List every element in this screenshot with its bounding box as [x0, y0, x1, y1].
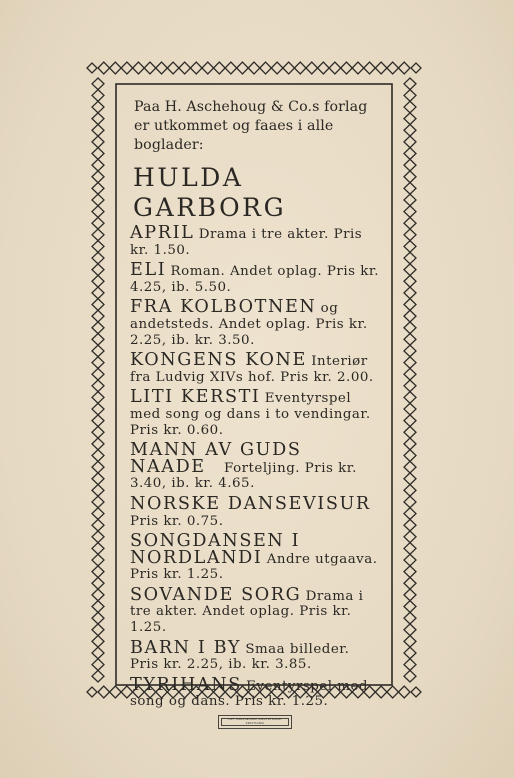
border-diamond-right [404, 508, 416, 520]
border-diamond-right [404, 612, 416, 624]
border-diamond-left [92, 159, 104, 171]
book-description: Andre utgaava. Pris kr. 1.25. [130, 551, 378, 583]
book-description: Roman. Andet oplag. Pris kr. 4.25, ib. 5.50. [130, 264, 380, 295]
border-diamond-left [92, 519, 104, 531]
border-diamond-left [92, 357, 104, 369]
border-diamond-top [318, 62, 330, 74]
border-diamond-top [190, 62, 202, 74]
border-diamond-left [92, 101, 104, 113]
border-diamond-right [404, 159, 416, 171]
border-diamond-left [92, 543, 104, 555]
border-diamond-right [404, 473, 416, 485]
border-diamond-top [398, 62, 410, 74]
border-diamond-right [404, 217, 416, 229]
book-title: LITI KERSTI [130, 387, 261, 408]
book-title: TYRIHANS [130, 674, 242, 695]
border-diamond-right [404, 461, 416, 473]
border-diamond-right [404, 670, 416, 682]
book-title: FRA KOLBOTNEN [130, 297, 317, 318]
border-diamond-top [364, 62, 376, 74]
border-diamond-right [404, 299, 416, 311]
border-diamond-right [404, 101, 416, 113]
border-diamond-left [92, 287, 104, 299]
border-diamond-right [404, 624, 416, 636]
book-entry-mann-av-guds-naade [130, 440, 380, 492]
border-diamond-left [92, 415, 104, 427]
book-title: APRIL [130, 223, 195, 243]
book-description: Pris kr. 0.75. [130, 513, 224, 529]
book-title: BARN I BY [130, 637, 242, 658]
advertisement-text [130, 98, 380, 715]
border-diamond-right [404, 426, 416, 438]
border-diamond-left [92, 566, 104, 578]
book-entry-norske-dansevisur [130, 493, 380, 529]
border-diamond-left [92, 345, 104, 357]
border-diamond-left [92, 124, 104, 136]
book-title: SOVANDE SORG [130, 584, 302, 605]
border-diamond-right [404, 113, 416, 125]
border-diamond-top [121, 62, 133, 74]
book-description: Eventyrspel med song og dans. Pris kr. 1.25. [130, 678, 368, 710]
book-entry-kongens-kone [130, 350, 380, 385]
corner-ornament [411, 63, 421, 73]
book-description: Drama i tre akter. Pris kr. 1.50. [130, 227, 363, 258]
border-diamond-top [156, 62, 168, 74]
border-diamond-top [179, 62, 191, 74]
border-diamond-left [92, 636, 104, 648]
book-entry-songdansen-i-nordlandi [130, 531, 380, 583]
border-diamond-right [404, 171, 416, 183]
book-entry-liti-kersti [130, 387, 380, 438]
border-diamond-top [110, 62, 122, 74]
border-diamond-top [260, 62, 272, 74]
book-description: Interiør fra Ludvig XIVs hof. Pris kr. 2.00. [130, 354, 374, 385]
border-diamond-left [92, 264, 104, 276]
book-entry-tyrihans [130, 674, 380, 710]
border-diamond-right [404, 275, 416, 287]
book-description: Drama i tre akter. Andet oplag. Pris kr. 1.25. [130, 588, 364, 636]
border-diamond-right [404, 438, 416, 450]
border-diamond-top [167, 62, 179, 74]
border-diamond-left [92, 647, 104, 659]
border-diamond-left [92, 670, 104, 682]
border-diamond-right [404, 554, 416, 566]
border-diamond-left [92, 171, 104, 183]
border-diamond-right [404, 136, 416, 148]
corner-ornament [87, 687, 97, 697]
border-diamond-left [92, 206, 104, 218]
border-diamond-left [92, 368, 104, 380]
border-diamond-top [225, 62, 237, 74]
border-diamond-left [92, 403, 104, 415]
border-diamond-bottom [98, 686, 110, 698]
border-diamond-top [387, 62, 399, 74]
border-diamond-right [404, 659, 416, 671]
border-diamond-left [92, 241, 104, 253]
book-description: Eventyrspel med song og dans i to vendingar. Pris kr. 0.60. [130, 391, 371, 438]
border-diamond-left [92, 485, 104, 497]
printer-stamp [218, 715, 292, 729]
border-diamond-top [202, 62, 214, 74]
border-diamond-right [404, 589, 416, 601]
border-diamond-left [92, 496, 104, 508]
border-diamond-bottom [398, 686, 410, 698]
border-diamond-left [92, 136, 104, 148]
border-diamond-right [404, 601, 416, 613]
border-diamond-left [92, 473, 104, 485]
book-title: MANN AV GUDS NAADE [130, 440, 302, 477]
border-diamond-bottom [387, 686, 399, 698]
border-diamond-top [214, 62, 226, 74]
border-diamond-right [404, 124, 416, 136]
border-diamond-right [404, 334, 416, 346]
border-diamond-left [92, 194, 104, 206]
border-diamond-left [92, 554, 104, 566]
book-description: og andetsteds. Andet oplag. Pris kr. 2.25, ib. kr. 3.50. [130, 301, 368, 348]
book-description: Forteljing. Pris kr. 3.40, ib. kr. 4.65. [130, 460, 357, 492]
border-diamond-right [404, 264, 416, 276]
border-diamond-right [404, 403, 416, 415]
border-diamond-left [92, 577, 104, 589]
printer-stamp-text: DET MALLINGSKE BOGTRYKKERI KRISTIANIA [228, 717, 282, 725]
border-diamond-left [92, 78, 104, 90]
border-diamond-right [404, 647, 416, 659]
border-diamond-right [404, 566, 416, 578]
border-diamond-right [404, 485, 416, 497]
border-diamond-left [92, 148, 104, 160]
border-diamond-top [306, 62, 318, 74]
border-diamond-right [404, 519, 416, 531]
border-diamond-right [404, 310, 416, 322]
border-diamond-left [92, 450, 104, 462]
border-diamond-left [92, 217, 104, 229]
border-diamond-right [404, 287, 416, 299]
border-diamond-right [404, 90, 416, 102]
book-title: NORSKE DANSEVISUR [130, 493, 371, 514]
border-diamond-right [404, 368, 416, 380]
book-entry-barn-i-by [130, 637, 380, 673]
border-diamond-top [294, 62, 306, 74]
border-diamond-left [92, 380, 104, 392]
border-diamond-left [92, 508, 104, 520]
border-diamond-left [92, 275, 104, 287]
book-title: KONGENS KONE [130, 350, 307, 371]
book-title: ELI [130, 260, 167, 281]
border-diamond-right [404, 415, 416, 427]
border-diamond-right [404, 380, 416, 392]
border-diamond-left [92, 183, 104, 195]
publisher-intro: Paa H. Aschehoug & Co.s forlag er utkommet og faaes i alle boglader: [134, 99, 368, 153]
border-diamond-left [92, 90, 104, 102]
border-diamond-right [404, 357, 416, 369]
border-diamond-top [271, 62, 283, 74]
border-diamond-right [404, 183, 416, 195]
border-diamond-left [92, 438, 104, 450]
border-diamond-left [92, 589, 104, 601]
author-name: HULDA GARBORG [133, 163, 287, 222]
border-diamond-right [404, 194, 416, 206]
border-diamond-top [329, 62, 341, 74]
border-diamond-right [404, 496, 416, 508]
border-diamond-right [404, 531, 416, 543]
border-diamond-left [92, 252, 104, 264]
border-diamond-left [92, 299, 104, 311]
book-entry-april [130, 223, 380, 258]
border-diamond-bottom [110, 686, 122, 698]
corner-ornament [87, 63, 97, 73]
book-entry-sovande-sorg [130, 584, 380, 636]
border-diamond-right [404, 252, 416, 264]
border-diamond-top [283, 62, 295, 74]
book-description: Smaa billeder. Pris kr. 2.25, ib. kr. 3.85. [130, 641, 350, 673]
border-diamond-left [92, 461, 104, 473]
border-diamond-left [92, 310, 104, 322]
book-title: SONGDANSEN I NORDLANDI [130, 531, 301, 568]
border-diamond-left [92, 113, 104, 125]
border-diamond-left [92, 612, 104, 624]
border-diamond-right [404, 229, 416, 241]
border-diamond-top [248, 62, 260, 74]
border-diamond-right [404, 148, 416, 160]
border-diamond-top [133, 62, 145, 74]
border-diamond-right [404, 636, 416, 648]
border-diamond-top [144, 62, 156, 74]
border-diamond-left [92, 334, 104, 346]
book-entry-fra-kolbotnen [130, 297, 380, 348]
border-diamond-top [375, 62, 387, 74]
border-diamond-left [92, 229, 104, 241]
border-diamond-right [404, 543, 416, 555]
border-diamond-top [352, 62, 364, 74]
border-diamond-right [404, 345, 416, 357]
border-diamond-right [404, 577, 416, 589]
border-diamond-right [404, 241, 416, 253]
book-entry-eli [130, 260, 380, 295]
border-diamond-right [404, 450, 416, 462]
border-diamond-left [92, 392, 104, 404]
border-diamond-right [404, 78, 416, 90]
border-diamond-top [237, 62, 249, 74]
border-diamond-left [92, 322, 104, 334]
border-diamond-left [92, 659, 104, 671]
border-diamond-top [98, 62, 110, 74]
border-diamond-top [341, 62, 353, 74]
border-diamond-right [404, 322, 416, 334]
border-diamond-left [92, 426, 104, 438]
border-diamond-left [92, 624, 104, 636]
corner-ornament [411, 687, 421, 697]
border-diamond-left [92, 601, 104, 613]
border-diamond-right [404, 392, 416, 404]
border-diamond-right [404, 206, 416, 218]
border-diamond-left [92, 531, 104, 543]
